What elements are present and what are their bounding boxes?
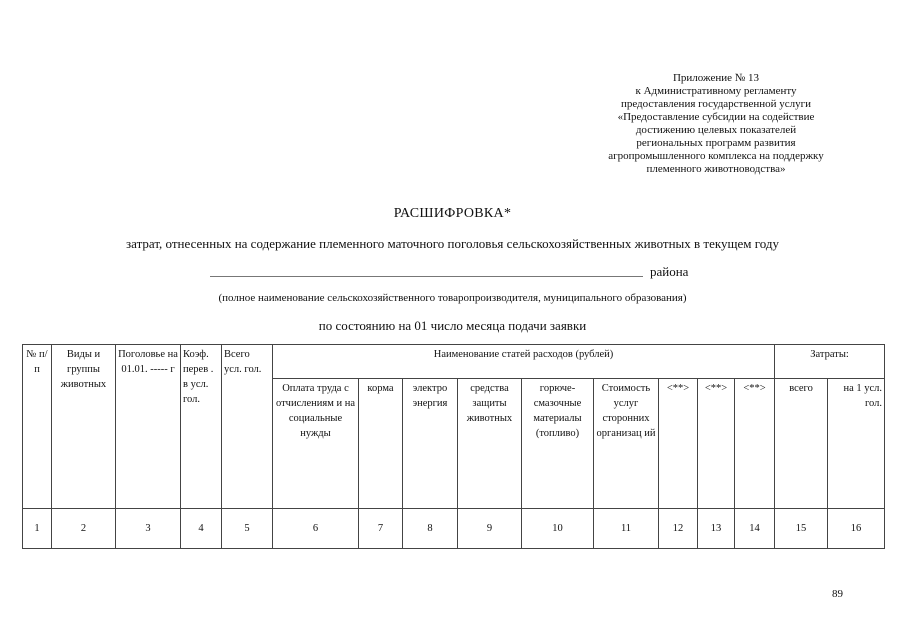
header-costs-total: всего — [775, 379, 828, 509]
column-number: 6 — [273, 509, 359, 549]
header-protection: средства защиты животных — [458, 379, 522, 509]
header-services: Стоимость услуг сторонних организац ий — [594, 379, 659, 509]
state-line: по состоянию на 01 число месяца подачи заявки — [318, 318, 587, 333]
document-title: РАСШИФРОВКА* — [393, 206, 512, 221]
header-number: № п/п — [23, 345, 52, 509]
column-number: 12 — [659, 509, 698, 549]
header-extra-1: <**> — [659, 379, 698, 509]
appendix-line: предоставления государственной услуги — [620, 98, 812, 110]
header-herd: Поголовье на 01.01. ----- г — [116, 345, 181, 509]
header-expense-items: Наименование статей расходов (рублей) — [273, 345, 775, 379]
document-subtitle: затрат, отнесенных на содержание племенного маточного поголовья сельскохозяйственных животных в текущем году — [126, 236, 779, 251]
header-animal-kinds: Виды и группы животных — [52, 345, 116, 509]
appendix-line: Приложение № 13 — [672, 72, 760, 84]
appendix-line: региональных программ развития — [636, 137, 796, 149]
column-number: 2 — [52, 509, 116, 549]
appendix-line: «Предоставление субсидии на содействие — [617, 111, 815, 123]
appendix-line: племенного животноводства» — [646, 163, 786, 175]
column-number: 1 — [23, 509, 52, 549]
header-coefficient: Коэф. перев . в усл. гол. — [181, 345, 222, 509]
column-number: 7 — [359, 509, 403, 549]
header-electricity: электро энергия — [403, 379, 458, 509]
header-extra-3: <**> — [735, 379, 775, 509]
header-costs: Затраты: — [775, 345, 885, 379]
column-number: 5 — [222, 509, 273, 549]
column-number: 13 — [698, 509, 735, 549]
header-feed: корма — [359, 379, 403, 509]
header-fuel: горюче-смазочные материалы (топливо) — [522, 379, 594, 509]
header-total-heads: Всего усл. гол. — [222, 345, 273, 509]
appendix-line: к Административному регламенту — [635, 85, 797, 97]
column-number: 9 — [458, 509, 522, 549]
expense-table — [22, 344, 885, 549]
header-labor: Оплата труда с отчислениям и на социальные нужды — [273, 379, 359, 509]
column-number: 8 — [403, 509, 458, 549]
appendix-header — [575, 72, 857, 176]
column-number: 14 — [735, 509, 775, 549]
district-blank-line — [210, 276, 643, 277]
field-note: (полное наименование сельскохозяйственного товаропроизводителя, муниципального образования) — [218, 292, 687, 304]
header-costs-per-head: на 1 усл. гол. — [828, 379, 885, 509]
page-number: 89 — [832, 588, 843, 600]
header-extra-2: <**> — [698, 379, 735, 509]
district-label: района — [650, 264, 689, 279]
appendix-line: агропромышленного комплекса на поддержку — [608, 150, 824, 162]
column-number: 11 — [594, 509, 659, 549]
column-number: 4 — [181, 509, 222, 549]
column-number: 16 — [828, 509, 885, 549]
column-number: 15 — [775, 509, 828, 549]
column-number-row — [23, 509, 885, 549]
column-number: 3 — [116, 509, 181, 549]
appendix-line: достижению целевых показателей — [635, 124, 797, 136]
district-field — [210, 264, 700, 280]
column-number: 10 — [522, 509, 594, 549]
